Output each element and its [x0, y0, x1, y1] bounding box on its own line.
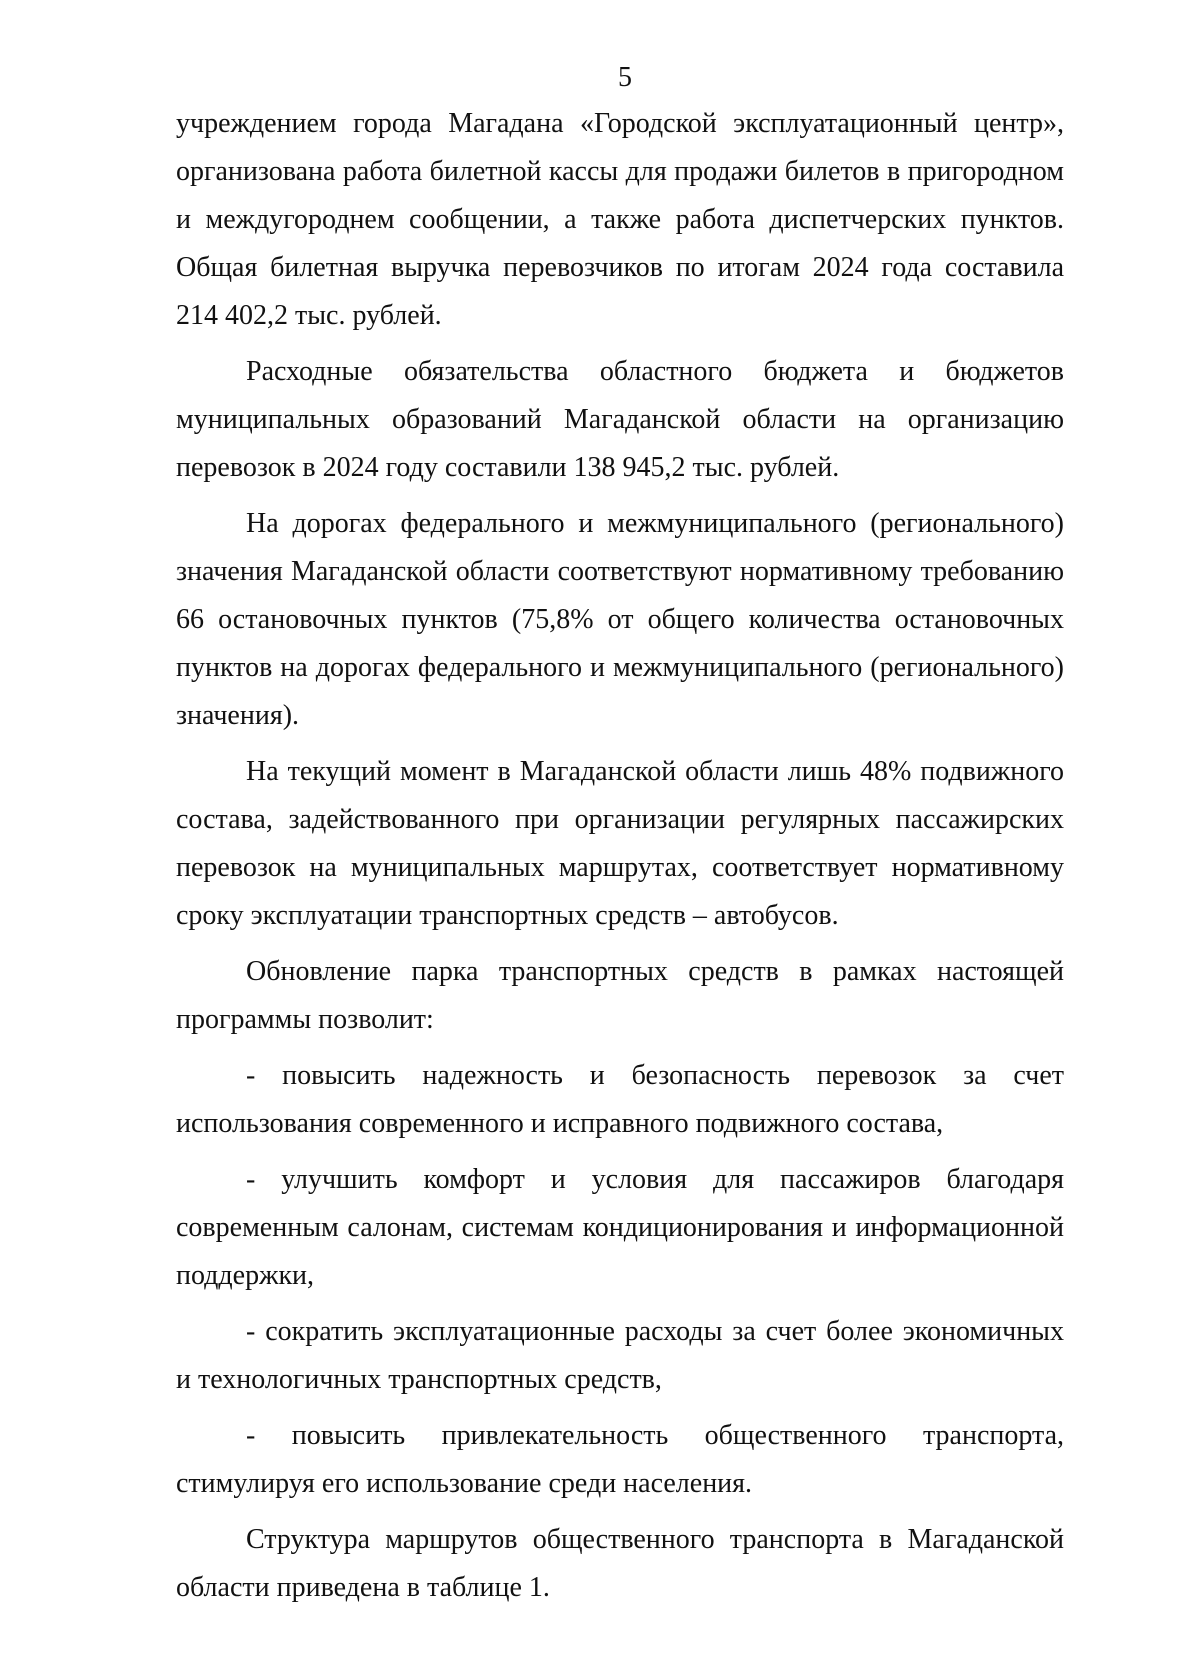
paragraph-rolling-stock: На текущий момент в Магаданской области лишь 48% подвижного состава, задействованного при организации регулярных пассажирских перевозок на муниципальных маршрутах, соответствует нормативному сроку эксплуатации транспортных средств – автобусов. [176, 756, 1064, 931]
paragraph-fleet-renewal: Обновление парка транспортных средств в рамках настоящей программы позволит: [176, 956, 1064, 1035]
paragraph-bus-stops: На дорогах федерального и межмуниципального (регионального) значения Магаданской области соответствуют нормативному требованию 66 остановочных пунктов (75,8% от общего количества остановочных пунктов на дорогах федерального и межмуниципального (регионального) значения). [176, 508, 1064, 731]
page-number: 5 [618, 62, 632, 93]
list-item-costs: - сократить эксплуатационные расходы за счет более экономичных и технологичных транспортных средств, [176, 1316, 1064, 1395]
paragraph-ticket-revenue: учреждением города Магадана «Городской эксплуатационный центр», организована работа билетной кассы для продажи билетов в пригородном и междугороднем сообщении, а также работа диспетчерских пунктов. Общая билетная выручка перевозчиков по итогам 2024 года составила 214 402,2 тыс. рублей. [176, 108, 1064, 331]
paragraph-route-structure: Структура маршрутов общественного транспорта в Магаданской области приведена в таблице 1. [176, 1524, 1064, 1603]
list-item-comfort: - улучшить комфорт и условия для пассажиров благодаря современным салонам, системам кондиционирования и информационной поддержки, [176, 1164, 1064, 1291]
paragraph-budget-expenses: Расходные обязательства областного бюджета и бюджетов муниципальных образований Магаданской области на организацию перевозок в 2024 году составили 138 945,2 тыс. рублей. [176, 356, 1064, 483]
list-item-attractiveness: - повысить привлекательность общественного транспорта, стимулируя его использование среди населения. [176, 1420, 1064, 1499]
document-body [176, 100, 1064, 1612]
list-item-safety: - повысить надежность и безопасность перевозок за счет использования современного и исправного подвижного состава, [176, 1060, 1064, 1139]
